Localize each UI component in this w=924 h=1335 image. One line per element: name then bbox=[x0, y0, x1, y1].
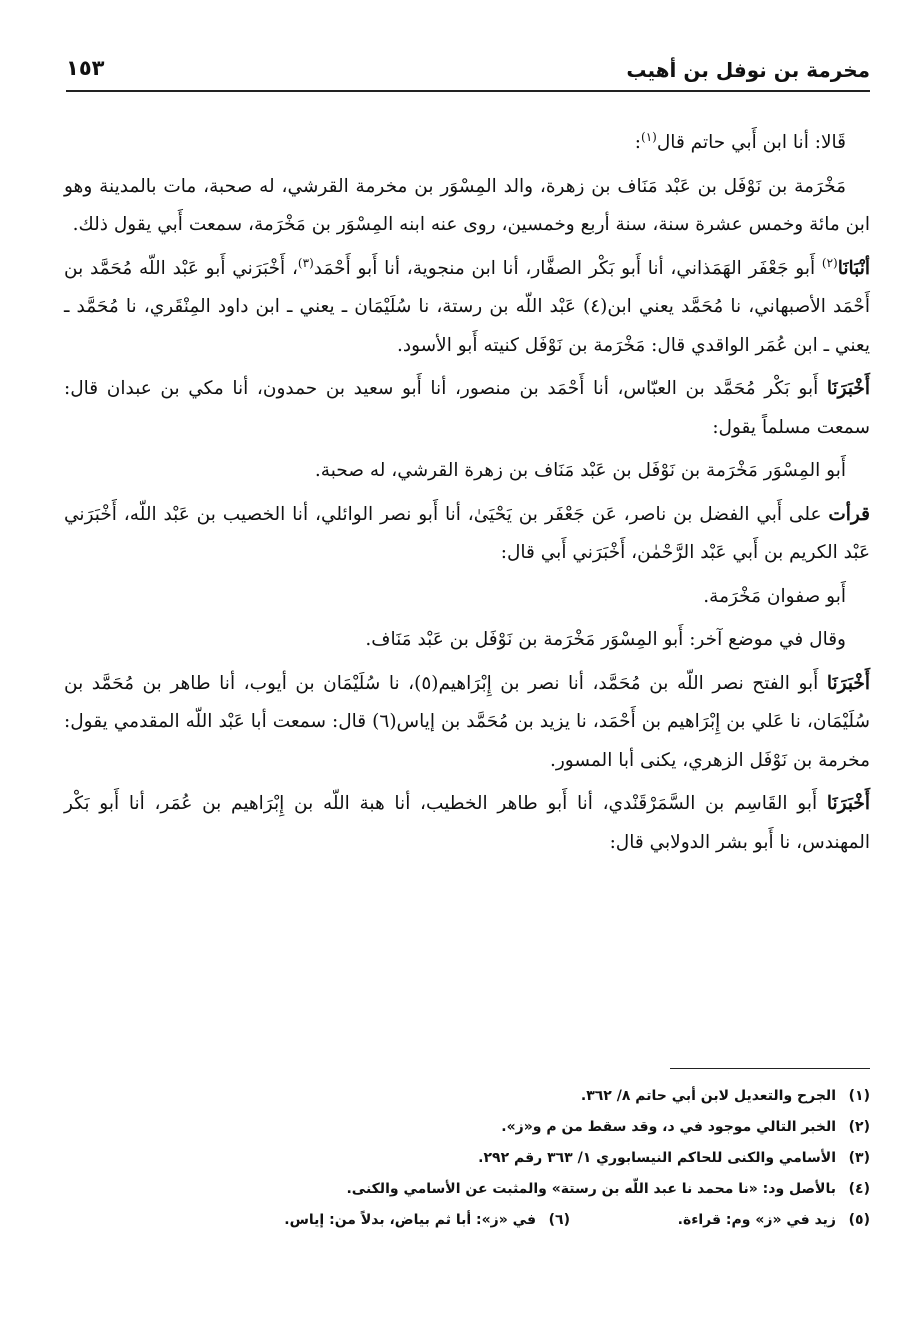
footnote: (٢) الخبر التالي موجود في د، وقد سقط من م و«ز». bbox=[501, 1119, 870, 1135]
footnote: (٤) بالأصل ود: «نا محمد نا عبد اللّه بن رستة» والمثبت عن الأسامي والكنى. bbox=[346, 1181, 870, 1197]
paragraph-lead: أَخْبَرَنَا bbox=[826, 378, 870, 399]
paragraph: مَخْرَمة بن نَوْفَل بن عَبْد مَنَاف بن زهرة، والد المِسْوَر بن مخرمة القرشي، له صحبة، مات بالمدينة وهو ابن مائة وخمس عشرة سنة، سنة أربع وخمسين، روى عنه ابنه المِسْوَر بن مَخْرَمة، سمعت أَبي يقول ذلك. bbox=[64, 175, 870, 235]
footnote: (٣) الأسامي والكنى للحاكم النيسابوري ١/ ٣٦٣ رقم ٢٩٢. bbox=[478, 1150, 870, 1166]
footnote-pair bbox=[64, 1205, 870, 1236]
paragraph: قَالا: أنا ابن أَبي حاتم قال$^{(١)}$: bbox=[634, 129, 846, 153]
page-number: ١٥٣ bbox=[66, 56, 105, 80]
footnotes bbox=[64, 1081, 870, 1236]
paragraph: أَخْبَرَنَا أَبو القَاسِم بن السَّمَرْقَنْدي، أنا أَبو طاهر الخطيب، أنا هبة اللّه بن إِبْرَاهيم بن عُمَر، أنا أَبو بَكْر المهندس، نا أَبو بشر الدولابي قال: bbox=[64, 793, 871, 853]
footnote: (٦) في «ز»: أبا ثم بياض، بدلاً من: إياس. bbox=[284, 1212, 570, 1228]
header-rule bbox=[66, 90, 870, 92]
paragraph: أَبو صفوان مَخْرَمة. bbox=[703, 585, 846, 607]
footnote: (١) الجرح والتعديل لابن أبي حاتم ٨/ ٣٦٢. bbox=[580, 1088, 870, 1104]
paragraph: وقال في موضع آخر: أَبو المِسْوَر مَخْرَمة بن نَوْفَل بن عَبْد مَنَاف. bbox=[365, 629, 846, 650]
paragraph: أَخْبَرَنَا أَبو الفتح نصر اللّه بن مُحَمَّد، أنا نصر بن إِبْرَاهيم(٥)، نا سُلَيْمَان بن أيوب، أنا طاهر بن مُحَمَّد بن سُلَيْمَان، نا عَلي بن إِبْرَاهيم بن أَحْمَد، نا يزيد بن مُحَمَّد بن إياس(٦) قال: سمعت أبا عَبْد اللّه المقدمي يقول: مخرمة بن نَوْفَل الزهري، يكنى أبا المسور. bbox=[64, 672, 871, 771]
paragraph: قرأت على أَبي الفضل بن ناصر، عَن جَعْفَر بن يَحْيَىٰ، أنا أَبو نصر الوائلي، أنا الخصيب بن عَبْد اللّه، أَخْبَرَني عَبْد الكريم بن أَبي عَبْد الرَّحْمٰن، أَخْبَرَني أَبي قال: bbox=[64, 503, 870, 563]
paragraph: أَخْبَرَنَا أَبو بَكْر مُحَمَّد بن العبّاس، أنا أَحْمَد بن منصور، أنا أَبو سعيد بن حمدون، أنا مكي بن عبدان قال: سمعت مسلماً يقول: bbox=[64, 378, 870, 438]
footnote-ref: (٣) bbox=[297, 255, 314, 270]
paragraph: أنْبَانَا$^{(٢)}$ أَبو جَعْفَر الهَمَذاني، أنا أَبو بَكْر الصفَّار، أنا ابن منجوية، أنا أَبو أَحْمَد$^{(٣)}$، أَخْبَرَني أَبو عَبْد اللّه مُحَمَّد بن أَحْمَد الأصبهاني، نا مُحَمَّد يعني ابن(٤) عَبْد اللّه بن رستة، نا سُلَيْمَان ـ يعني ـ ابن داود المِنْقَري، نا مُحَمَّد ـ يعني ـ ابن عُمَر الواقدي قال: مَخْرَمة بن نَوْفَل كنيته أَبو الأسود. bbox=[64, 255, 870, 356]
paragraph: أَبو المِسْوَر مَخْرَمة بن نَوْفَل بن عَبْد مَنَاف بن زهرة القرشي، له صحبة. bbox=[314, 460, 846, 481]
paragraph-lead: أَخْبَرَنَا bbox=[826, 672, 871, 694]
paragraph-lead: أنْبَانَا bbox=[837, 257, 870, 279]
footnote-ref: (٢) bbox=[821, 255, 838, 270]
footnote: (٥) زيد في «ز» وم: قراءة. bbox=[677, 1212, 870, 1228]
paragraph-lead: قرأت bbox=[828, 503, 870, 525]
footnote-ref: (١) bbox=[641, 129, 657, 144]
running-header bbox=[66, 48, 870, 92]
header-title: مخرمة بن نوفل بن أهيب bbox=[626, 58, 870, 82]
footnote-separator bbox=[64, 1068, 870, 1070]
main-text bbox=[64, 124, 870, 867]
paragraph-lead: أَخْبَرَنَا bbox=[826, 793, 871, 814]
